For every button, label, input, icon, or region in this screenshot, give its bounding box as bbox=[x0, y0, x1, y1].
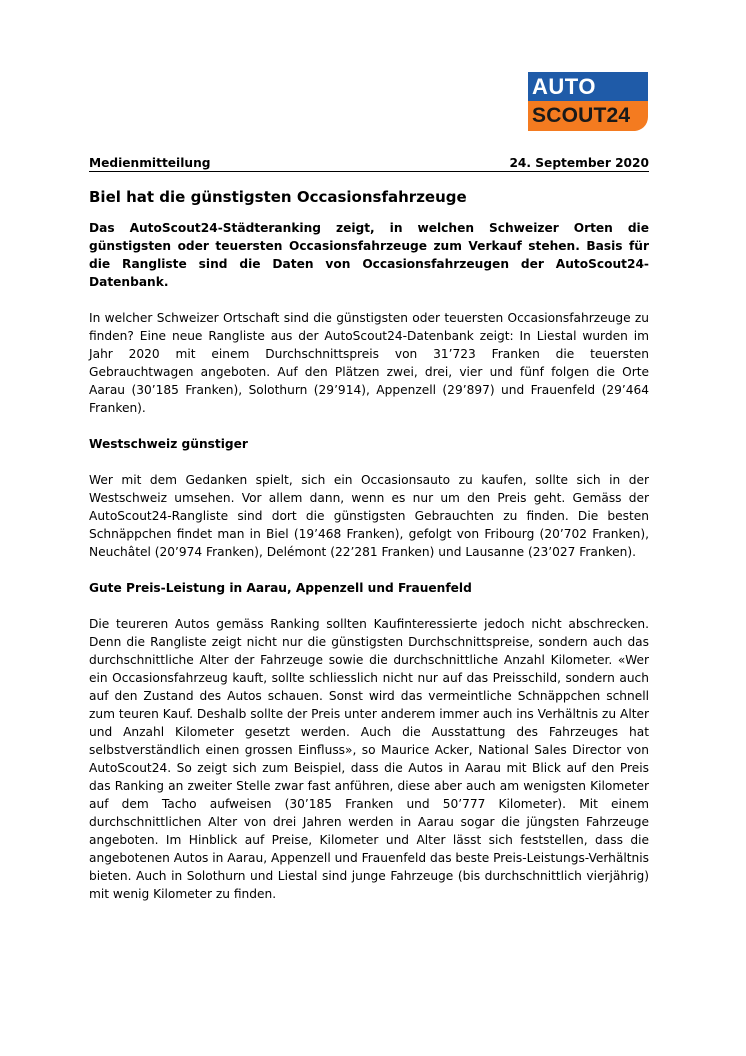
header-row bbox=[89, 154, 649, 172]
section-text-westschweiz: Wer mit dem Gedanken spielt, sich ein Occasionsauto zu kaufen, sollte sich in der Westschweiz umsehen. Vor allem dann, wenn es nur um den Preis geht. Gemäss der AutoScout24-Rangliste sind dort die günstigsten Gebrauchten zu finden. Die besten Schnäppchen findet man in Biel (19’468 Franken), gefolgt von Fribourg (20’702 Franken), Neuchâtel (20’974 Franken), Delémont (22’281 Franken) und Lausanne (23’027 Franken). bbox=[89, 473, 649, 559]
intro-paragraph: In welcher Schweizer Ortschaft sind die günstigsten oder teuersten Occasionsfahrzeuge zu finden? Eine neue Rangliste aus der AutoScout24-Datenbank zeigt: In Liestal wurden im Jahr 2020 mit einem Durchschnittspreis von 31’723 Franken die teuersten Gebrauchtwagen angeboten. Auf den Plätzen zwei, drei, vier und fünf folgen die Orte Aarau (30’185 Franken), Solothurn (29’914), Appenzell (29’897) und Frauenfeld (29’464 Franken). bbox=[89, 311, 649, 415]
logo-scout24: SCOUT24 bbox=[528, 101, 648, 131]
release-date: 24. September 2020 bbox=[509, 156, 649, 170]
lead-paragraph: Das AutoScout24-Städteranking zeigt, in welchen Schweizer Orten die günstigsten oder teuersten Occasionsfahrzeuge zum Verkauf stehen. Basis für die Rangliste sind die Daten von Occasionsfahrzeugen der AutoScout24-Datenbank. bbox=[89, 221, 649, 289]
logo-auto: AUTO bbox=[528, 72, 648, 101]
section-heading-preis-leistung: Gute Preis-Leistung in Aarau, Appenzell und Frauenfeld bbox=[89, 581, 472, 595]
section-text-preis-leistung: Die teureren Autos gemäss Ranking sollten Kaufinteressierte jedoch nicht abschrecken. Denn die Rangliste zeigt nicht nur die günstigsten Durchschnittspreise, sondern auch das durchschnittliche Alter der Fahrzeuge sowie die durchschnittliche Anzahl Kilometer. «Wer ein Occasionsfahrzeug kauft, sollte schliesslich nicht nur auf das Preisschild, sondern auch auf den Zustand des Autos schauen. Sonst wird das vermeintliche Schnäppchen schnell zum teuren Kauf. Deshalb sollte der Preis unter anderem immer auch ins Verhältnis zu Alter und Anzahl Kilometer gesetzt werden. Auch die Ausstattung des Fahrzeuges hat selbstverständlich einen grossen Einfluss», so Maurice Acker, National Sales Director von AutoScout24. So zeigt sich zum Beispiel, dass die Autos in Aarau mit Blick auf den Preis das Ranking an zweiter Stelle zwar fast anführen, diese aber auch am wenigsten Kilometer auf dem Tacho aufweisen (30’185 Franken und 50’777 Kilometer). Mit einem durchschnittlichen Alter von drei Jahren werden in Aarau sogar die jüngsten Fahrzeuge angeboten. Im Hinblick auf Preise, Kilometer und Alter lässt sich feststellen, dass die angebotenen Autos in Aarau, Appenzell und Frauenfeld das beste Preis-Leistungs-Verhältnis bieten. Auch in Solothurn und Liestal sind junge Fahrzeuge (bis durchschnittlich vierjährig) mit wenig Kilometer zu finden. bbox=[89, 617, 649, 901]
press-release bbox=[89, 154, 649, 903]
autoscout24-logo bbox=[528, 72, 648, 131]
document-type-label: Medienmitteilung bbox=[89, 156, 211, 170]
page-title: Biel hat die günstigsten Occasionsfahrzeuge bbox=[89, 188, 467, 206]
section-heading-westschweiz: Westschweiz günstiger bbox=[89, 437, 248, 451]
